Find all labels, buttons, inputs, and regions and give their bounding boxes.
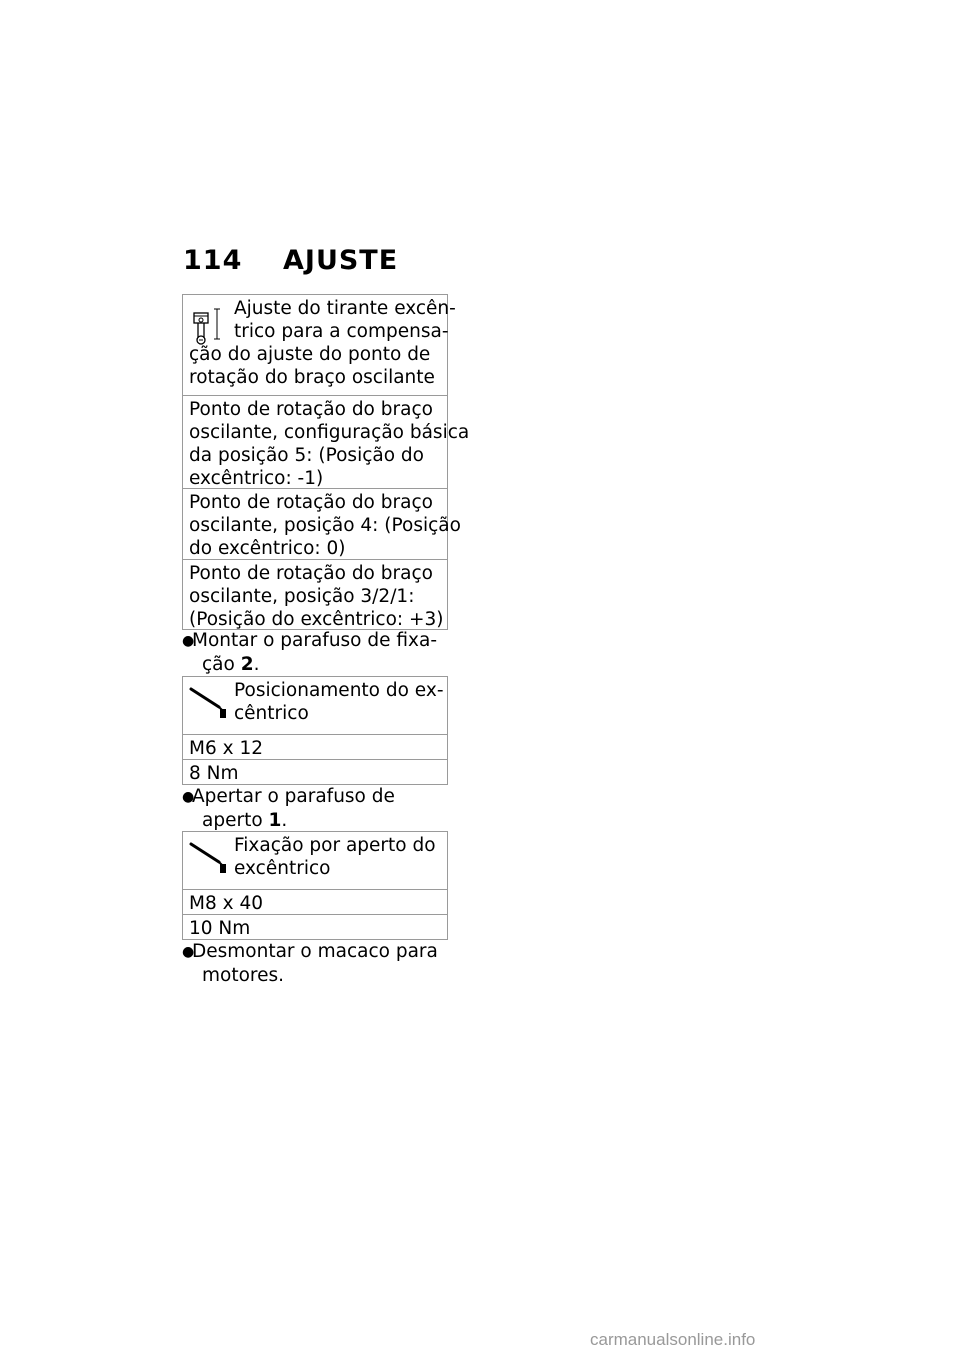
- watermark: carmanualsonline.info: [590, 1330, 756, 1349]
- cell-line: do excêntrico: 0): [189, 538, 346, 559]
- table-row: [183, 914, 447, 939]
- table-title-line: Ajuste do tirante excên-: [234, 298, 456, 319]
- cell-line: Ponto de rotação do braço: [189, 563, 433, 584]
- torque-wrench-icon: [189, 685, 229, 725]
- table-title-line: rotação do braço oscilante: [189, 367, 435, 388]
- cell-line: oscilante, configuração básica: [189, 422, 470, 443]
- eccentric-settings-table: [182, 294, 470, 630]
- table-title-line: cêntrico: [234, 703, 309, 724]
- table-title-line: trico para a compensa-: [234, 321, 449, 342]
- table-row: [183, 488, 461, 559]
- torque-value: 10 Nm: [189, 918, 251, 939]
- bolt-size: M8 x 40: [189, 893, 263, 914]
- table-title-row: [183, 832, 447, 889]
- cell-line: Ponto de rotação do braço: [189, 399, 433, 420]
- page-number: 114: [183, 245, 243, 276]
- cell-line: excêntrico: -1): [189, 468, 324, 489]
- list-item: [182, 940, 438, 987]
- table-title-line: Fixação por aperto do: [234, 835, 436, 856]
- bullet-text: motores.: [202, 965, 285, 986]
- bullet-text: ção: [202, 654, 241, 675]
- bullet-text: aperto: [202, 810, 269, 831]
- table-title-row: [183, 295, 456, 395]
- table-row: [183, 889, 447, 914]
- table-title-row: [183, 677, 447, 734]
- bullet-text: Desmontar o macaco para: [192, 941, 438, 962]
- torque-spec-table: [182, 676, 448, 785]
- cell-line: (Posição do excêntrico: +3): [189, 609, 444, 630]
- torque-value: 8 Nm: [189, 763, 239, 784]
- bullet-icon: ●: [182, 944, 195, 960]
- bullet-text: .: [281, 810, 288, 831]
- cell-line: da posição 5: (Posição do: [189, 445, 424, 466]
- bullet-text: Montar o parafuso de fixa-: [192, 630, 437, 651]
- bullet-text: .: [253, 654, 260, 675]
- table-row: [183, 734, 447, 759]
- eccentric-gauge-icon: [191, 305, 225, 349]
- list-item: [182, 629, 437, 676]
- bullet-icon: ●: [182, 789, 195, 805]
- table-row: [183, 559, 447, 629]
- cell-line: Ponto de rotação do braço: [189, 492, 433, 513]
- table-row: [183, 395, 470, 489]
- section-title: AJUSTE: [283, 245, 399, 276]
- table-row: [183, 759, 447, 784]
- bullet-text: Apertar o parafuso de: [192, 786, 395, 807]
- table-title-line: excêntrico: [234, 858, 331, 879]
- torque-spec-table: [182, 831, 448, 940]
- table-title-line: ção do ajuste do ponto de: [189, 344, 431, 365]
- cell-line: oscilante, posição 4: (Posição: [189, 515, 461, 536]
- cell-line: oscilante, posição 3/2/1:: [189, 586, 415, 607]
- bolt-size: M6 x 12: [189, 738, 263, 759]
- torque-wrench-icon: [189, 840, 229, 880]
- bullet-icon: ●: [182, 633, 195, 649]
- part-reference: 1: [268, 810, 282, 831]
- list-item: [182, 785, 395, 832]
- table-title-line: Posicionamento do ex-: [234, 680, 444, 701]
- part-reference: 2: [240, 654, 254, 675]
